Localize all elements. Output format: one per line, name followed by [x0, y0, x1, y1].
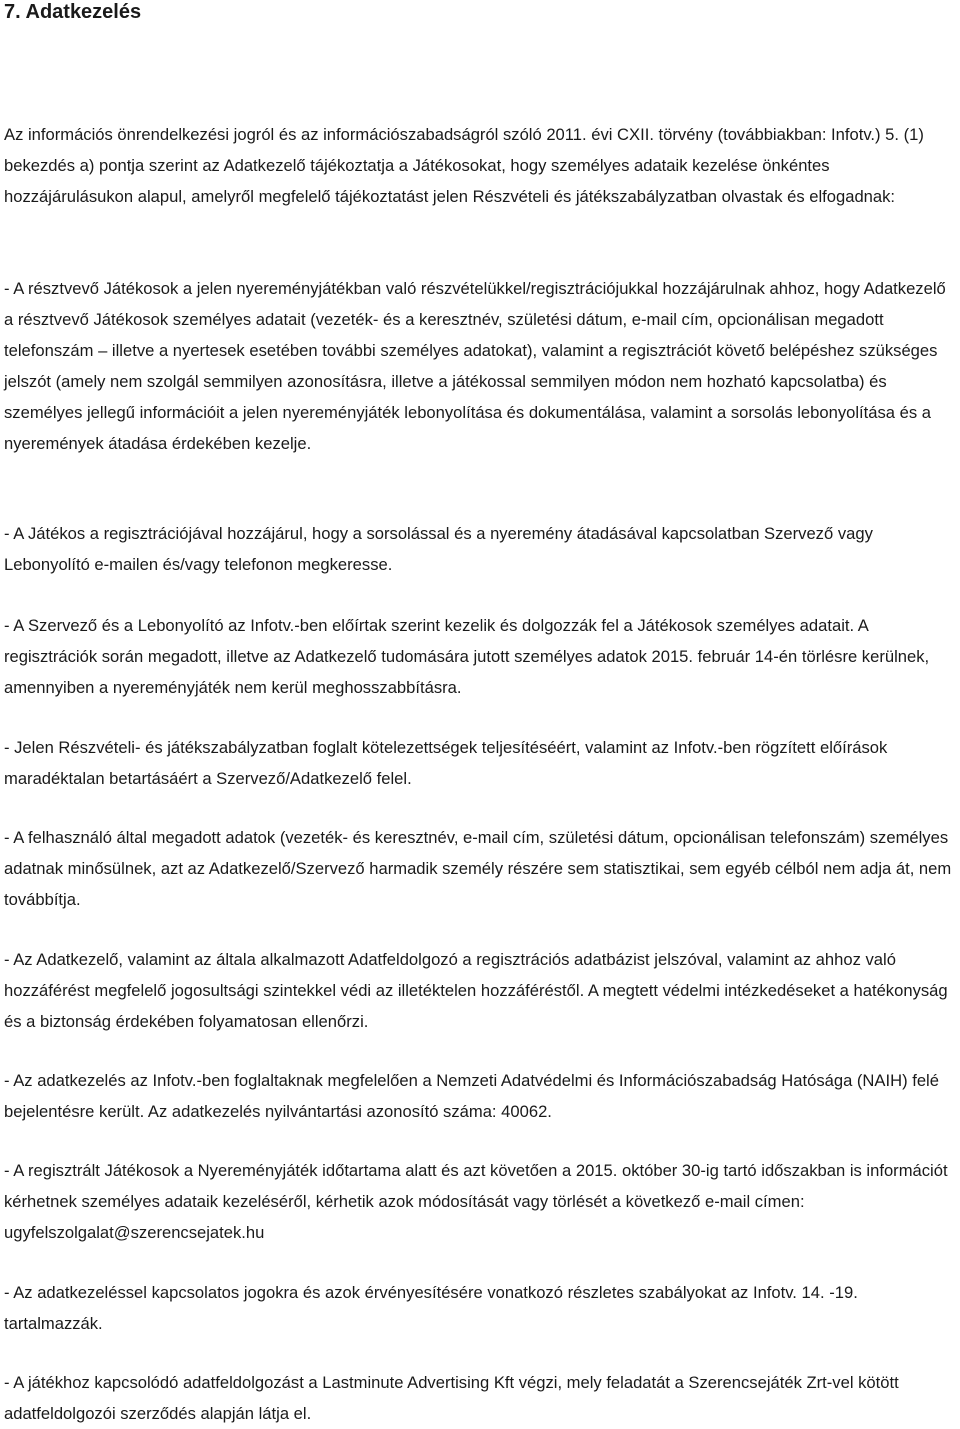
- paragraph-consent: - A résztvevő Játékosok a jelen nyereményjátékban való részvételükkel/regisztrációjukkal hozzájárulnak ahhoz, hogy Adatkezelő a résztvevő Játékosok személyes adatait (vezeték- és a keresztnév, születési dátum, e-mail cím, opcionálisan megadott telefonszám – illetve a nyertesek esetében további személyes adatokat), valamint a regisztrációt követő belépéshez szükséges jelszót (amely nem szolgál semmilyen azonosításra, illetve a játékossal semmilyen módon nem hozható kapcsolatba) és személyes jellegű információit a jelen nyereményjáték lebonyolítása és dokumentálása, valamint a sorsolás lebonyolítása és a nyeremények átadása érdekében kezelje.: [4, 279, 946, 453]
- paragraph-processor: - A játékhoz kapcsolódó adatfeldolgozást a Lastminute Advertising Kft végzi, mely feladatát a Szerencsejáték Zrt-vel kötött adatfeldolgozói szerződés alapján látja el.: [4, 1373, 899, 1423]
- section-heading: 7. Adatkezelés: [4, 1, 142, 23]
- paragraph-naih: - Az adatkezelés az Infotv.-ben foglaltaknak megfelelően a Nemzeti Adatvédelmi és Információszabadság Hatósága (NAIH) felé bejelentésre került. Az adatkezelés nyilvántartási azonosító száma: 40062.: [4, 1071, 939, 1121]
- paragraph-responsibility: - Jelen Részvételi- és játékszabályzatban foglalt kötelezettségek teljesítéséért, valamint az Infotv.-ben rögzített előírások maradéktalan betartásáért a Szervező/Adatkezelő felel.: [4, 738, 888, 788]
- paragraph-data-sharing: - A felhasználó által megadott adatok (vezeték- és keresztnév, e-mail cím, születési dátum, opcionálisan telefonszám) személyes adatnak minősülnek, azt az Adatkezelő/Szervező harmadik személy részére sem statisztikai, sem egyéb célból nem adja át, nem továbbítja.: [4, 828, 952, 909]
- paragraph-intro: Az információs önrendelkezési jogról és az információszabadságról szóló 2011. évi CXII. törvény (továbbiakban: Infotv.) 5. (1) bekezdés a) pontja szerint az Adatkezelő tájékoztatja a Játékosokat, hogy személyes adataik kezelése önkéntes hozzájárulásukon alapul, amelyről megfelelő tájékoztatást jelen Részvételi és játékszabályzatban olvastak és elfogadnak:: [4, 125, 924, 206]
- paragraph-security: - Az Adatkezelő, valamint az általa alkalmazott Adatfeldolgozó a regisztrációs adatbázist jelszóval, valamint az ahhoz való hozzáférést megfelelő jogosultsági szintekkel védi az illetéktelen hozzáféréstől. A megtett védelmi intézkedéseket a hatékonyság és a biztonság érdekében folyamatosan ellenőrzi.: [4, 950, 948, 1031]
- paragraph-rights-request: - A regisztrált Játékosok a Nyereményjáték időtartama alatt és azt követően a 2015. október 30-ig tartó időszakban is információt kérhetnek személyes adataik kezeléséről, kérhetik azok módosítását vagy törlését a következő e-mail címen: ugyfelszolgalat@szerencsejatek.hu: [4, 1161, 948, 1242]
- paragraph-rights-rules: - Az adatkezeléssel kapcsolatos jogokra és azok érvényesítésére vonatkozó részletes szabályokat az Infotv. 14. -19. tartalmazzák.: [4, 1283, 858, 1333]
- paragraph-contact: - A Játékos a regisztrációjával hozzájárul, hogy a sorsolással és a nyeremény átadásával kapcsolatban Szervező vagy Lebonyolító e-mailen és/vagy telefonon megkeresse.: [4, 524, 873, 574]
- paragraph-processing: - A Szervező és a Lebonyolító az Infotv.-ben előírtak szerint kezelik és dolgozzák fel a Játékosok személyes adatait. A regisztrációk során megadott, illetve az Adatkezelő tudomására jutott személyes adatok 2015. február 14-én törlésre kerülnek, amennyiben a nyereményjáték nem kerül meghosszabbításra.: [4, 616, 930, 697]
